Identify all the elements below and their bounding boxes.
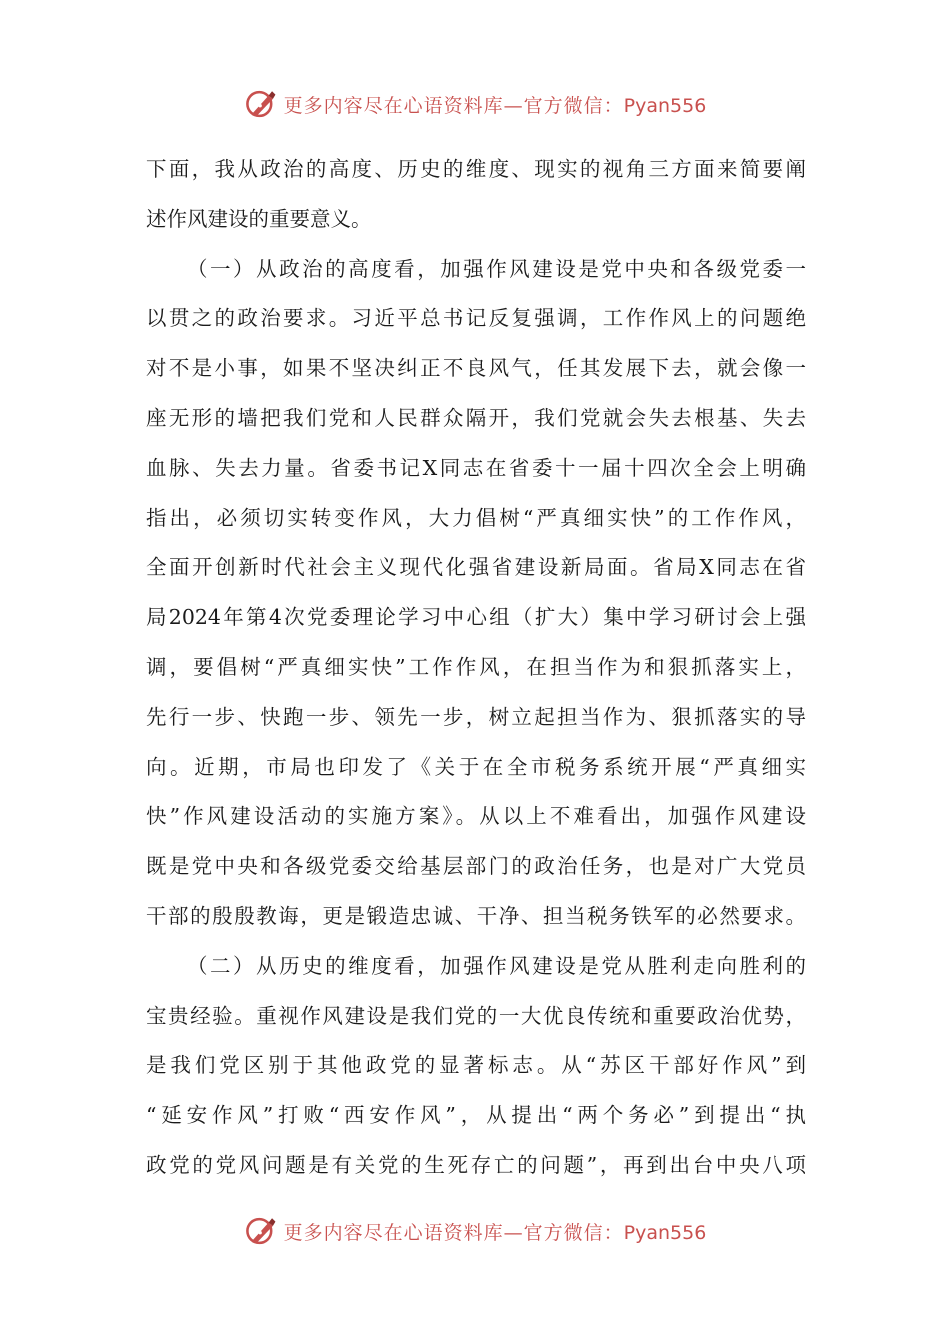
watermark-wechat-id: Pyan556 xyxy=(623,94,707,117)
text-line: （二）从历史的维度看，加强作风建设是党从胜利走向胜利的 xyxy=(187,953,806,978)
text-line: （一）从政治的高度看，加强作风建设是党中央和各级党委一 xyxy=(187,256,806,281)
text-line: “延安作风”打败“西安作风”，从提出“两个务必”到提出“执 xyxy=(146,1103,806,1128)
watermark-text: 更多内容尽在心语资料库—官方微信：Pyan556 xyxy=(283,1221,707,1244)
text-line: 是我们党区别于其他政党的显著标志。从“苏区干部好作风”到 xyxy=(146,1053,806,1078)
text-line: 既是党中央和各级党委交给基层部门的政治任务，也是对广大党员 xyxy=(146,854,806,879)
text-line: 局2024年第4次党委理论学习中心组（扩大）集中学习研讨会上强 xyxy=(146,605,806,630)
text-line: 座无形的墙把我们党和人民群众隔开，我们党就会失去根基、失去 xyxy=(146,405,806,430)
footer-watermark xyxy=(0,1211,950,1251)
pen-nib-logo-icon xyxy=(244,1214,278,1248)
watermark-wechat-id: Pyan556 xyxy=(623,1221,707,1244)
document-body xyxy=(146,145,806,1191)
text-line: 对不是小事，如果不坚决纠正不良风气，任其发展下去，就会像一 xyxy=(146,356,806,381)
watermark-text: 更多内容尽在心语资料库—官方微信：Pyan556 xyxy=(283,94,707,117)
text-line: 以贯之的政治要求。习近平总书记反复强调，工作作风上的问题绝 xyxy=(146,306,806,331)
header-watermark xyxy=(0,84,950,124)
text-line: 政党的党风问题是有关党的生死存亡的问题”，再到出台中央八项 xyxy=(146,1152,806,1177)
text-line: 调，要倡树“严真细实快”工作作风，在担当作为和狠抓落实上， xyxy=(146,654,806,679)
text-line: 快”作风建设活动的实施方案》。从以上不难看出，加强作风建设 xyxy=(146,804,806,829)
pen-nib-logo-icon xyxy=(244,87,278,121)
text-line: 述作风建设的重要意义。 xyxy=(146,206,372,231)
text-line: 血脉、失去力量。省委书记X同志在省委十一届十四次全会上明确 xyxy=(146,455,806,480)
text-line: 指出，必须切实转变作风，大力倡树“严真细实快”的工作作风， xyxy=(146,505,806,530)
text-line: 全面开创新时代社会主义现代化强省建设新局面。省局X同志在省 xyxy=(146,555,806,580)
text-line: 向。近期，市局也印发了《关于在全市税务系统开展“严真细实 xyxy=(146,754,806,779)
text-line: 下面，我从政治的高度、历史的维度、现实的视角三方面来简要阐 xyxy=(146,157,806,181)
text-line: 宝贵经验。重视作风建设是我们党的一大优良传统和重要政治优势， xyxy=(146,1003,806,1028)
text-line: 先行一步、快跑一步、领先一步，树立起担当作为、狠抓落实的导 xyxy=(146,704,806,729)
text-line: 干部的殷殷教诲，更是锻造忠诚、干净、担当税务铁军的必然要求。 xyxy=(146,903,806,928)
